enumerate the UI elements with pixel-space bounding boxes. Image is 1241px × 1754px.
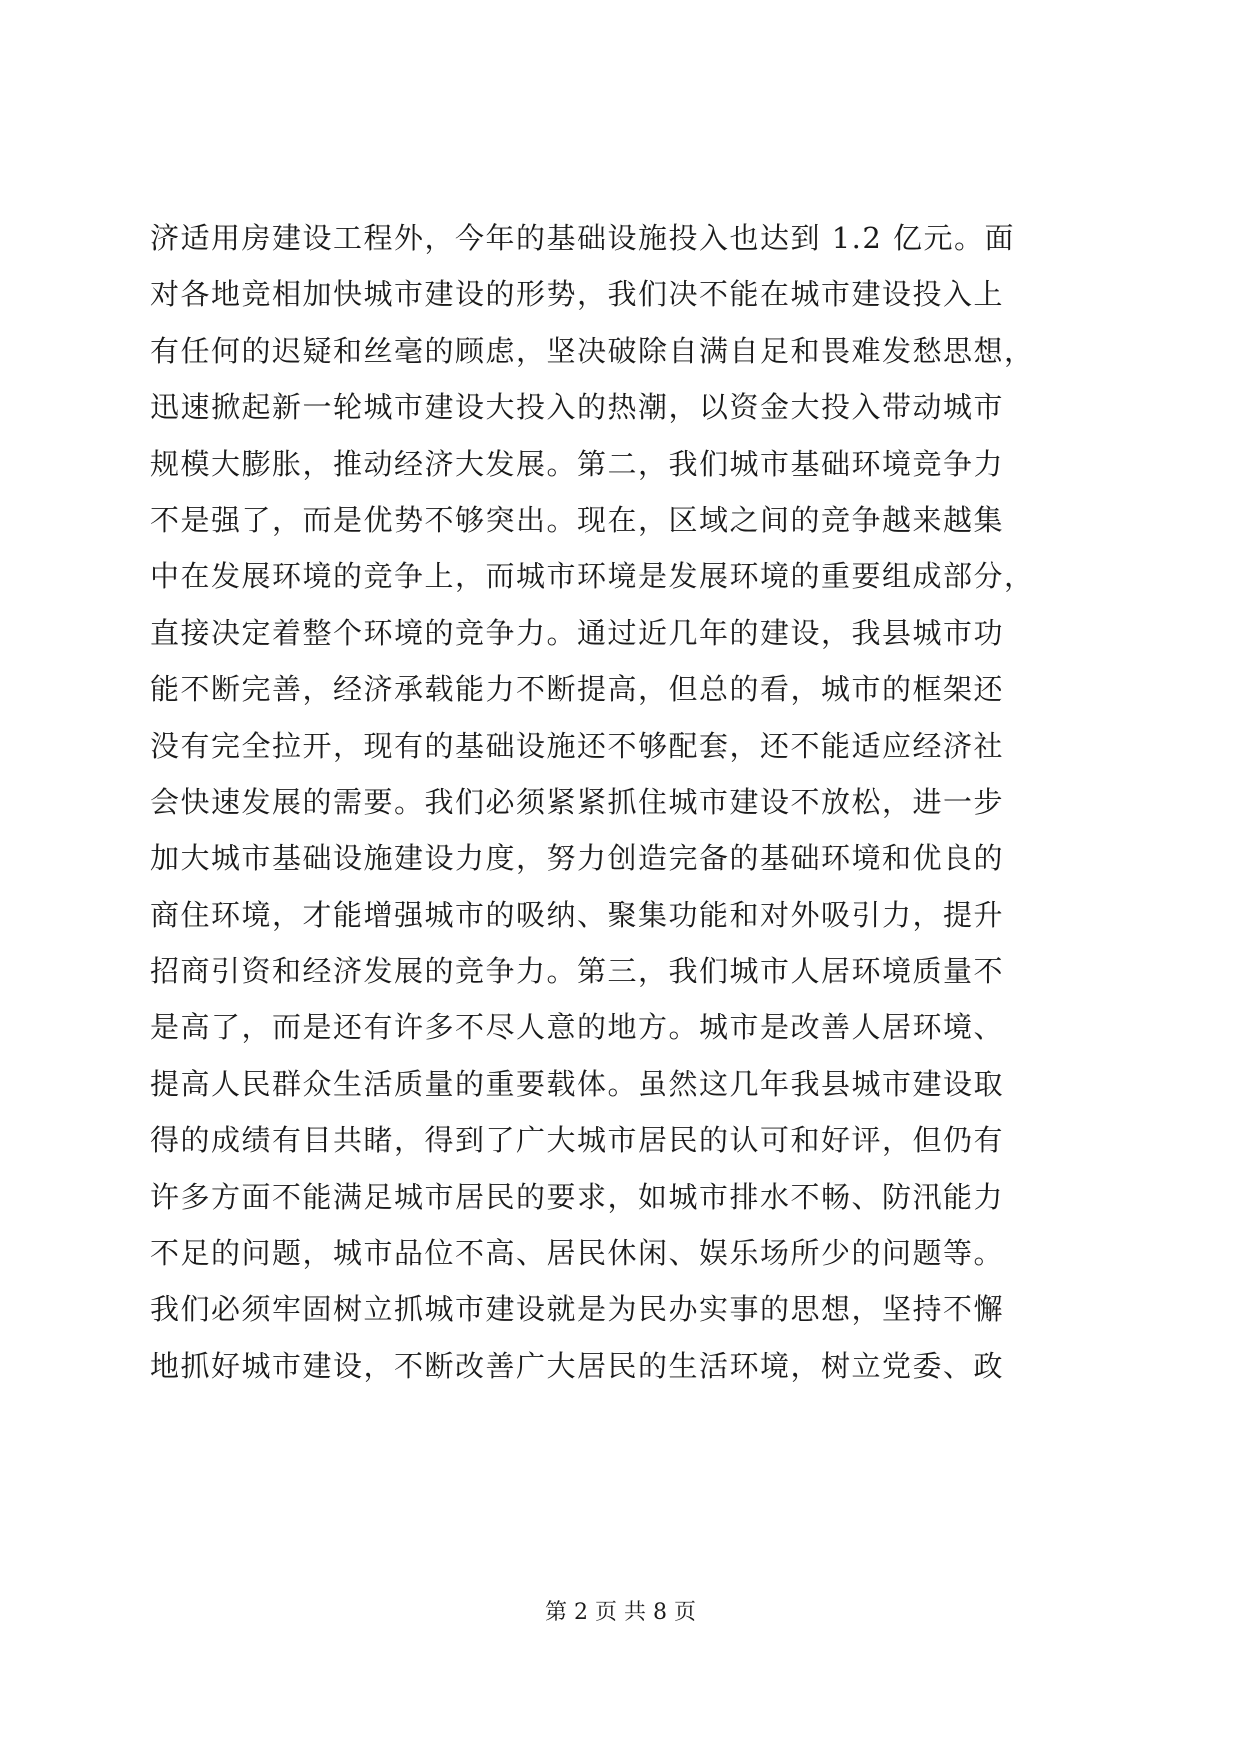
- text-line: 加大城市基础设施建设力度，努力创造完备的基础环境和优良的: [150, 841, 1005, 876]
- text-line: 中在发展环境的竞争上，而城市环境是发展环境的重要组成部分，: [150, 559, 1035, 594]
- text-line: 招商引资和经济发展的竞争力。第三，我们城市人居环境质量不: [150, 954, 1005, 989]
- text-line: 是高了，而是还有许多不尽人意的地方。城市是改善人居环境、: [150, 1010, 1005, 1045]
- page-number-footer: 第 2 页 共 8 页: [545, 1600, 696, 1625]
- text-line: 地抓好城市建设，不断改善广大居民的生活环境，树立党委、政: [150, 1348, 1005, 1383]
- text-line: 迅速掀起新一轮城市建设大投入的热潮，以资金大投入带动城市: [150, 390, 1005, 425]
- text-line: 会快速发展的需要。我们必须紧紧抓住城市建设不放松，进一步: [150, 784, 1005, 819]
- text-line: 能不断完善，经济承载能力不断提高，但总的看，城市的框架还: [150, 672, 1005, 707]
- text-line: 没有完全拉开，现有的基础设施还不够配套，还不能适应经济社: [150, 728, 1005, 763]
- text-line: 商住环境，才能增强城市的吸纳、聚集功能和对外吸引力，提升: [150, 897, 1005, 932]
- text-line: 济适用房建设工程外，今年的基础设施投入也达到 1.2 亿元。面: [150, 221, 1016, 255]
- text-line: 提高人民群众生活质量的重要载体。虽然这几年我县城市建设取: [150, 1066, 1005, 1101]
- text-line: 不足的问题，城市品位不高、居民休闲、娱乐场所少的问题等。: [150, 1236, 1005, 1271]
- text-line: 直接决定着整个环境的竞争力。通过近几年的建设，我县城市功: [150, 615, 1005, 650]
- text-line: 我们必须牢固树立抓城市建设就是为民办实事的思想，坚持不懈: [150, 1292, 1005, 1327]
- text-line: 不是强了，而是优势不够突出。现在，区域之间的竞争越来越集: [150, 502, 1005, 537]
- text-line: 得的成绩有目共睹，得到了广大城市居民的认可和好评，但仍有: [150, 1123, 1005, 1158]
- text-line: 许多方面不能满足城市居民的要求，如城市排水不畅、防汛能力: [150, 1179, 1005, 1214]
- document-body: [150, 210, 1090, 1394]
- text-line: 规模大膨胀，推动经济大发展。第二，我们城市基础环境竞争力: [150, 446, 1005, 481]
- text-line: 有任何的迟疑和丝毫的顾虑，坚决破除自满自足和畏难发愁思想，: [150, 333, 1035, 368]
- text-line: 对各地竞相加快城市建设的形势，我们决不能在城市建设投入上: [150, 277, 1005, 312]
